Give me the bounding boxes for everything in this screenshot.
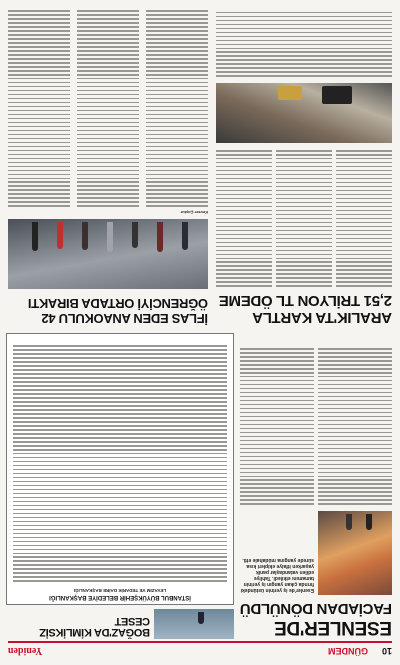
parent-figure xyxy=(57,222,63,249)
public-notice xyxy=(6,333,234,605)
page-number: 10 xyxy=(381,646,392,656)
section-name: GÜNDEM xyxy=(327,646,368,656)
mid-story-body xyxy=(336,147,392,287)
left-story-photo xyxy=(318,511,392,595)
bottom-story-body xyxy=(146,7,208,207)
left-story-kicker: Esenler'de iş yerinin üstündeki fırında çıkan yangın iş yerinin tamamını etkiledi. Tahliye edilen vatandaşlar panik yaşarken itfaiye ekipleri kısa sürede yangına müdahale etti. xyxy=(240,557,314,593)
parent-figure xyxy=(107,222,113,252)
notice-subtitle: LEVAZIM VE TEDARİK DAİRE BAŞKANLIĞI xyxy=(73,588,167,593)
bottom-story-byline: Kevser Çoştur xyxy=(180,210,208,215)
top-story-photo xyxy=(154,609,234,639)
left-story-body xyxy=(318,345,392,505)
notice-title: İSTANBUL BÜYÜKŞEHİR BELEDİYE BAŞKANLIĞI xyxy=(49,594,191,600)
parent-figure xyxy=(132,222,138,248)
mid-story-headline xyxy=(212,293,392,325)
left-story-headline xyxy=(240,601,392,637)
bottom-headline-line2: ÖĞRENCİYİ ORTADA BIRAKTI xyxy=(28,296,208,311)
parent-figure xyxy=(32,222,38,251)
bottom-headline-line1: İFLAS EDEN ANAOKULU 42 xyxy=(41,311,208,326)
notice-body xyxy=(13,340,227,582)
firefighter-figure xyxy=(366,514,372,530)
page-header xyxy=(8,641,392,659)
mid-headline-line2: 2,51 TRİLYON TL ÖDEME xyxy=(219,292,392,309)
mid-story-body xyxy=(276,147,332,287)
firefighter-figure xyxy=(346,514,352,530)
mid-headline-line1: ARALIK'TA KARTLA xyxy=(252,309,392,326)
bottom-story-body xyxy=(8,7,70,207)
mid-story-extra xyxy=(216,7,392,77)
left-headline-line2: FACİADAN DÖNÜLDÜ xyxy=(240,600,392,617)
bottom-story-headline xyxy=(8,297,208,325)
mid-story-body xyxy=(216,147,272,287)
parent-figure xyxy=(157,222,163,252)
left-headline-line1: ESENLER'DE xyxy=(274,617,392,638)
top-story-headline: BOĞAZ'DA KİMLİKSİZ CESET xyxy=(39,615,150,638)
card-reader-figure xyxy=(322,86,352,104)
left-story-body xyxy=(240,345,314,505)
parent-figure xyxy=(182,222,188,250)
bottom-story-body xyxy=(77,7,139,207)
bottom-story-photo xyxy=(8,219,208,289)
rescuer-figure xyxy=(198,612,204,624)
newspaper-logo: Yeniden xyxy=(8,645,43,657)
bank-card-figure xyxy=(278,86,302,100)
mid-story-photo xyxy=(216,83,392,143)
parent-figure xyxy=(82,222,88,250)
